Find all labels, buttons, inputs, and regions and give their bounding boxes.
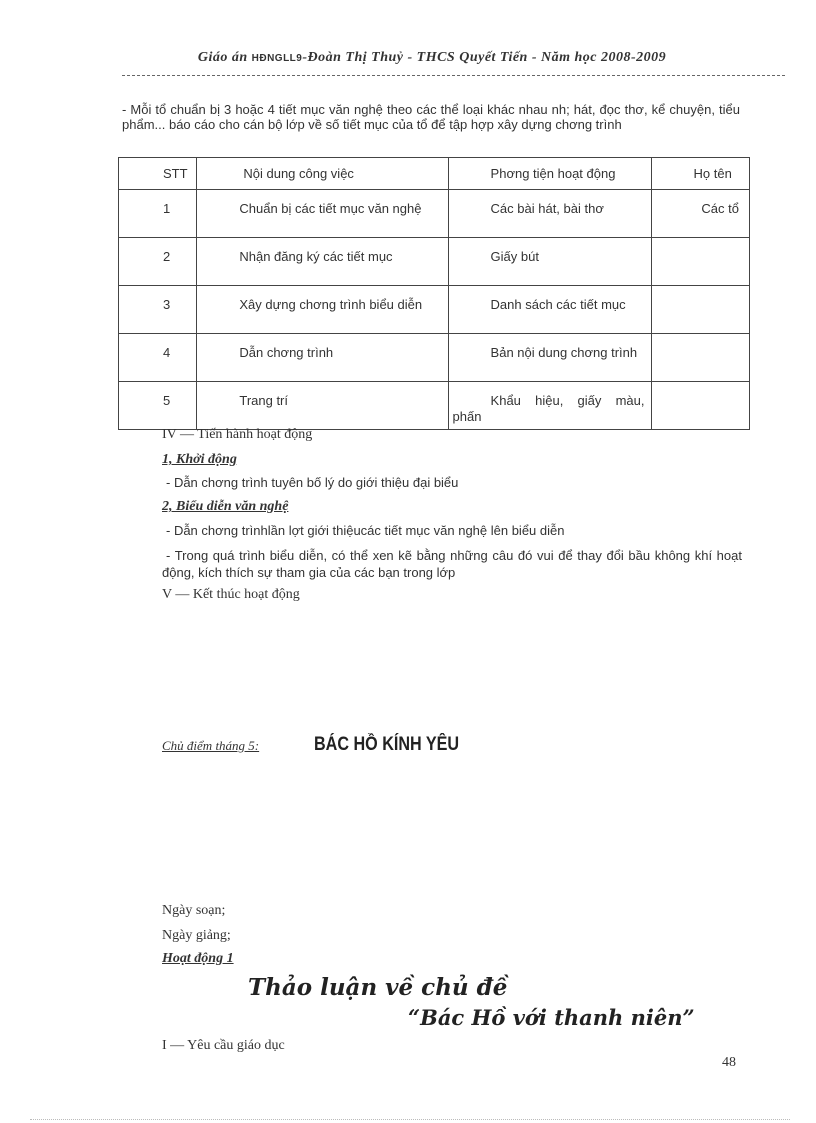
- cell-means: Danh sách các tiết mục: [490, 297, 626, 312]
- section-i-heading: I — Yêu cầu giáo dục: [162, 1038, 285, 1053]
- step2-text-2: - Trong quá trình biểu diễn, có thể xen kẽ bằng những câu đó vui để thay đổi bầu không khí hoạt động, kích thích sự tham gia của các bạn trong lớp: [162, 548, 742, 580]
- step2-text-1: - Dẫn chơng trìnhlần lợt giới thiệucác tiết mục văn nghệ lên biểu diễn: [166, 523, 565, 538]
- header-prefix: Giáo án: [197, 50, 252, 65]
- cell-name: [652, 238, 750, 249]
- prep-date: Ngày soạn;: [162, 903, 226, 918]
- header-divider: [122, 75, 785, 76]
- theme-label: Chủ điểm tháng 5:: [162, 738, 260, 753]
- table-row: [119, 238, 750, 286]
- cell-name: [652, 382, 750, 393]
- step1-heading: 1, Khởi động: [162, 452, 237, 467]
- cell-means: Khẩu hiệu, giấy màu, phấn: [452, 393, 645, 424]
- activity-label: Hoạt động 1: [162, 951, 234, 966]
- table-row: [119, 286, 750, 334]
- step1-text: - Dẫn chơng trình tuyên bố lý do giới thiệu đại biểu: [166, 475, 459, 490]
- theme-title: BÁC HỒ KÍNH YÊU: [314, 734, 460, 755]
- cell-name: [652, 334, 750, 345]
- header-stt: STT: [119, 158, 197, 190]
- table-row: [119, 334, 750, 382]
- cell-content: Nhận đăng ký các tiết mục: [239, 249, 393, 264]
- footer-divider: [30, 1119, 790, 1120]
- header-means: Phơng tiện hoạt động: [448, 158, 651, 190]
- header-content: Nội dung công việc: [197, 158, 448, 190]
- header-suffix: -Đoàn Thị Thuỷ - THCS Quyết Tiến - Năm học 2008-2009: [302, 50, 667, 65]
- activity-title-line2: “Bác Hồ với thanh niên”: [408, 1005, 695, 1030]
- cell-stt: 4: [163, 345, 171, 360]
- table-row: [119, 382, 750, 430]
- cell-content: Dẫn chơng trình: [239, 345, 334, 360]
- page-header: [122, 50, 742, 66]
- intro-paragraph: - Mỗi tổ chuẩn bị 3 hoặc 4 tiết mục văn nghệ theo các thể loại khác nhau nh; hát, đọc thơ, kể chuyện, tiểu phẩm... báo cáo cho cán bộ lớp về số tiết mục của tổ để tập hợp xây dựng chơng trình: [122, 102, 740, 132]
- cell-name: Các tổ: [701, 201, 739, 216]
- cell-stt: 2: [163, 249, 171, 264]
- teach-date: Ngày giảng;: [162, 928, 231, 943]
- cell-means: Các bài hát, bài thơ: [490, 201, 604, 216]
- cell-content: Trang trí: [239, 393, 289, 408]
- header-name: Họ tên: [651, 158, 750, 190]
- activity-title-line1: Thảo luận về chủ đề: [248, 974, 508, 1001]
- cell-means: Giấy bút: [490, 249, 539, 264]
- task-table: [118, 157, 750, 430]
- page-number: 48: [722, 1055, 736, 1070]
- section-iv-heading: IV — Tiến hành hoạt động: [162, 427, 313, 442]
- cell-content: Xây dựng chơng trình biểu diễn: [239, 297, 423, 312]
- section-v-heading: V — Kết thúc hoạt động: [162, 587, 300, 602]
- table-row: [119, 190, 750, 238]
- step2-heading: 2, Biểu diễn văn nghệ: [162, 499, 289, 514]
- cell-stt: 3: [163, 297, 171, 312]
- cell-stt: 5: [163, 393, 171, 408]
- cell-means: Bản nội dung chơng trình: [490, 345, 638, 360]
- cell-stt: 1: [163, 201, 171, 216]
- table-header-row: [119, 158, 750, 190]
- header-code: HĐNGLL9: [251, 53, 303, 64]
- cell-content: Chuẩn bị các tiết mục văn nghệ: [239, 201, 422, 216]
- cell-name: [652, 286, 750, 297]
